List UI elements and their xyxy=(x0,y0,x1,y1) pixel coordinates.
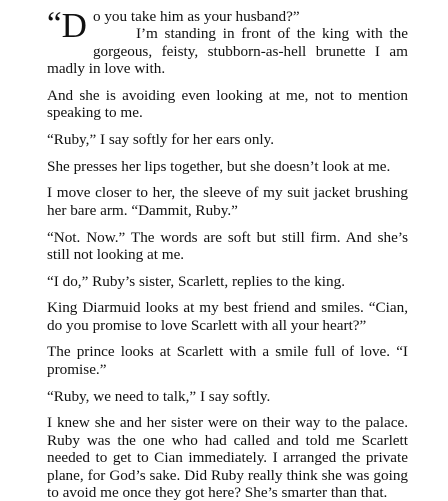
opening-paragraph xyxy=(47,8,408,78)
opening-first-line: o you take him as your husband?” xyxy=(92,8,300,25)
paragraph-text: I knew she and her sister were on their way to the palace. Ruby was the one who had called and told me Scarlett needed to get to Cian immediately. I arranged the private plane, for God’s sake. Did Ruby really think she was going to avoid me once they got here? She’s smarter than that. xyxy=(47,414,408,501)
paragraph-text: The prince looks at Scarlett with a smile full of love. “I promise.” xyxy=(47,343,408,378)
paragraph xyxy=(47,273,408,290)
opening-rest: I’m standing in front of the king with the gorgeous, feisty, stubborn-as-hell brunette I am madly in love with. xyxy=(47,25,408,78)
paragraph xyxy=(47,131,408,148)
drop-cap-quote: “ xyxy=(47,6,62,42)
drop-cap xyxy=(47,6,87,45)
paragraph xyxy=(47,343,408,378)
paragraph xyxy=(47,299,408,334)
paragraph xyxy=(47,158,408,175)
paragraph xyxy=(47,414,408,501)
paragraph-text: King Diarmuid looks at my best friend and smiles. “Cian, do you promise to love Scarlett with all your heart?” xyxy=(47,299,408,334)
paragraph-text: And she is avoiding even looking at me, not to mention speaking to me. xyxy=(47,86,408,122)
paragraph-text: “I do,” Ruby’s sister, Scarlett, replies to the king. xyxy=(47,272,346,290)
paragraph xyxy=(47,87,408,122)
paragraph xyxy=(47,388,408,405)
paragraph-text: I move closer to her, the sleeve of my suit jacket brushing her bare arm. “Dammit, Ruby.” xyxy=(47,184,408,219)
paragraph-text: “Not. Now.” The words are soft but still firm. And she’s still not looking at me. xyxy=(47,228,408,263)
paragraph-text: “Ruby, we need to talk,” I say softly. xyxy=(47,387,271,405)
paragraph-text: She presses her lips together, but she doesn’t look at me. xyxy=(47,157,391,175)
paragraph-text: “Ruby,” I say softly for her ears only. xyxy=(47,131,275,149)
paragraph xyxy=(47,229,408,264)
paragraph xyxy=(47,184,408,219)
drop-cap-letter: D xyxy=(61,6,87,45)
